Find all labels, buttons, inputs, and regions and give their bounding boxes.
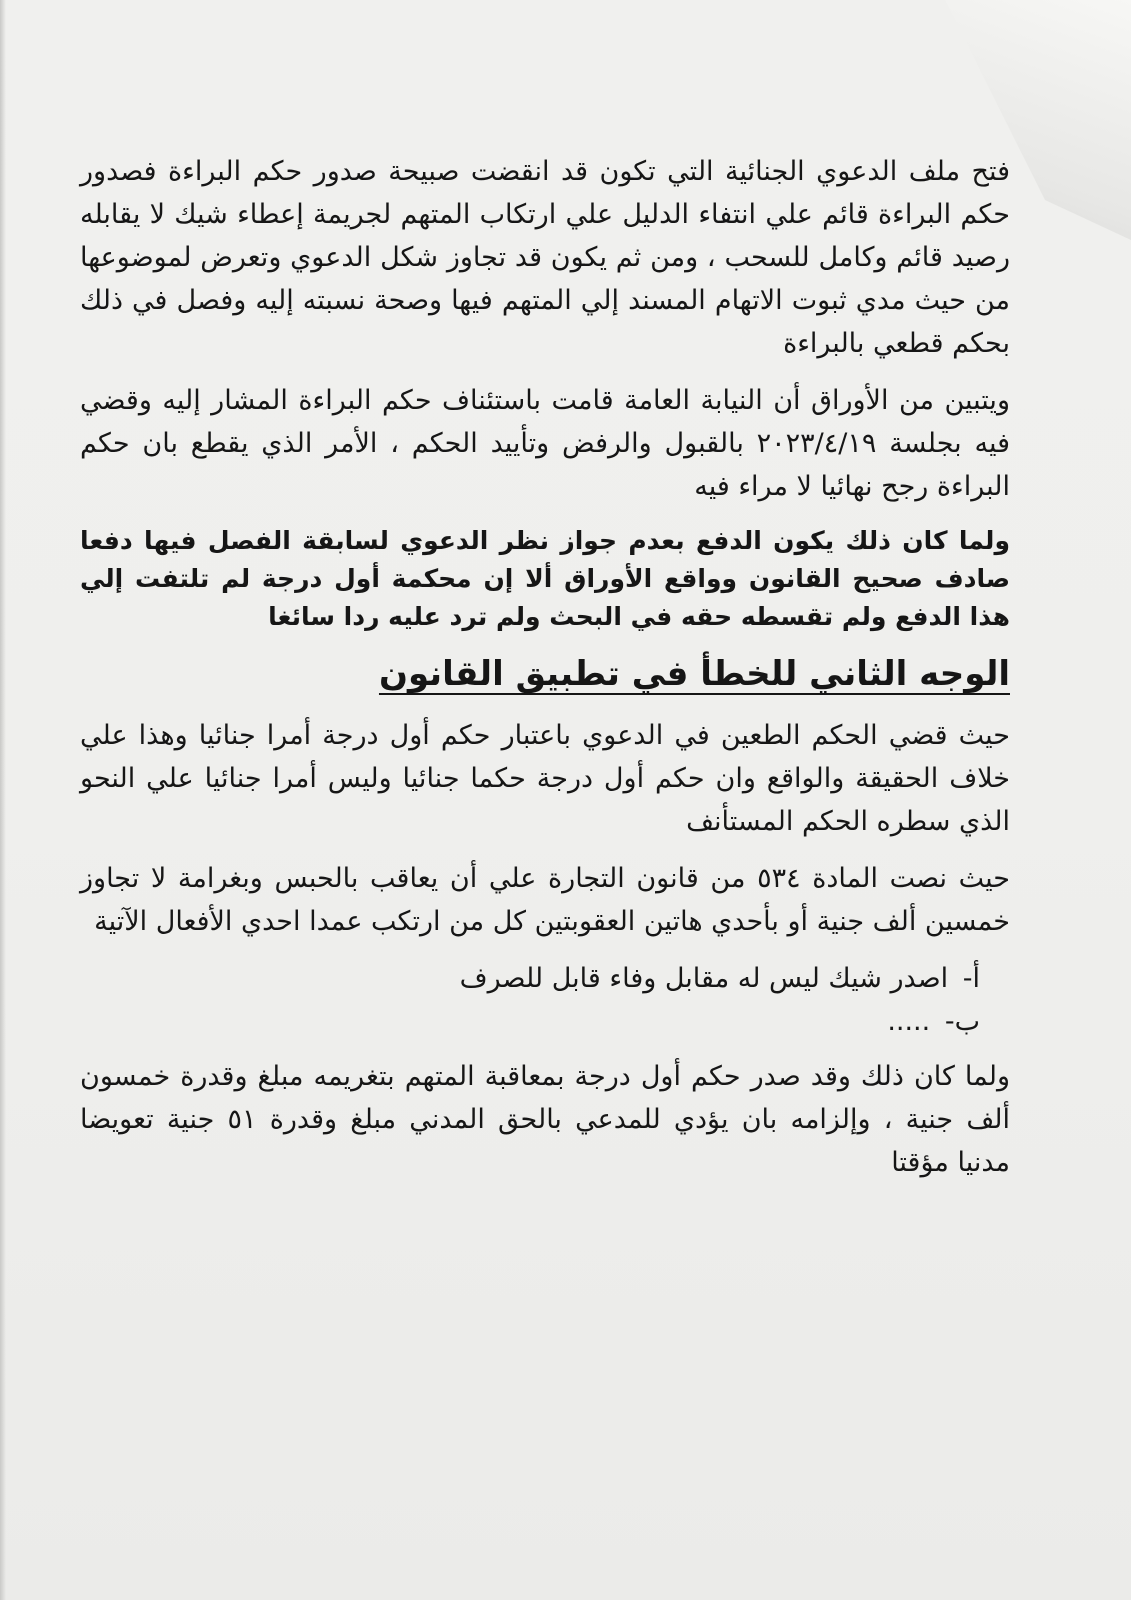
paragraph-article-534: حيث نصت المادة ٥٣٤ من قانون التجارة علي أن يعاقب بالحبس وبغرامة لا تجاوز خمسين ألف جنية أو بأحدي هاتين العقوبتين كل من ارتكب عمدا احدي الأفعال الآتية <box>80 863 1010 937</box>
paragraph-criminal-order: حيث قضي الحكم الطعين في الدعوي باعتبار حكم أول درجة أمرا جنائيا وهذا علي خلاف الحقيقة والواقع وان حكم أول درجة حكما جنائيا وليس أمرا جنائيا علي النحو الذي سطره الحكم المستأنف <box>80 720 1010 837</box>
document-body <box>80 150 1010 1198</box>
paragraph-first-instance-ruling: ولما كان ذلك وقد صدر حكم أول درجة بمعاقبة المتهم بتغريمه مبلغ وقدرة خمسون ألف جنية ، وإلزامه بان يؤدي للمدعي بالحق المدني مبلغ وقدرة ٥١ جنية تعويضا مدنيا مؤقتا <box>80 1061 1010 1178</box>
list-marker: ب- <box>944 1006 980 1037</box>
list-item-text: اصدر شيك ليس له مقابل وفاء قابل للصرف <box>459 963 949 994</box>
section-heading-text: الوجه الثاني للخطأ في تطبيق القانون <box>378 654 1010 694</box>
page-left-edge <box>0 0 6 1600</box>
list-item <box>80 1000 980 1043</box>
paragraph-appeal: ويتبين من الأوراق أن النيابة العامة قامت باستئناف حكم البراءة المشار إليه وقضي فيه بجلسة ٢٠٢٣/٤/١٩ بالقبول والرفض وتأييد الحكم ، الأمر الذي يقطع بان حكم البراءة رجح نهائيا لا مراء فيه <box>80 385 1011 502</box>
paragraph-defense-plea: ولما كان ذلك يكون الدفع بعدم جواز نظر الدعوي لسابقة الفصل فيها دفعا صادف صحيح القانون وواقع الأوراق ألا إن محكمة أول درجة لم تلتفت إلي هذا الدفع ولم تقسطه حقه في البحث ولم ترد عليه ردا سائغا <box>80 526 1010 631</box>
section-heading <box>80 650 1010 698</box>
paragraph-acquittal-final: فتح ملف الدعوي الجنائية التي تكون قد انقضت صبيحة صدور حكم البراءة فصدور حكم البراءة قائم علي انتفاء الدليل علي ارتكاب المتهم لجريمة إعطاء شيك لا يقابله رصيد قائم وكامل للسحب ، ومن ثم يكون قد تجاوز شكل الدعوي وتعرض لموضوعها من حيث مدي ثبوت الاتهام المسند إلي المتهم فيها وصحة نسبته إليه وفصل في ذلك بحكم قطعي بالبراءة <box>80 156 1010 359</box>
list-item <box>80 957 980 1000</box>
list-marker: أ- <box>962 963 980 994</box>
list-item-text: ..... <box>887 1006 931 1037</box>
